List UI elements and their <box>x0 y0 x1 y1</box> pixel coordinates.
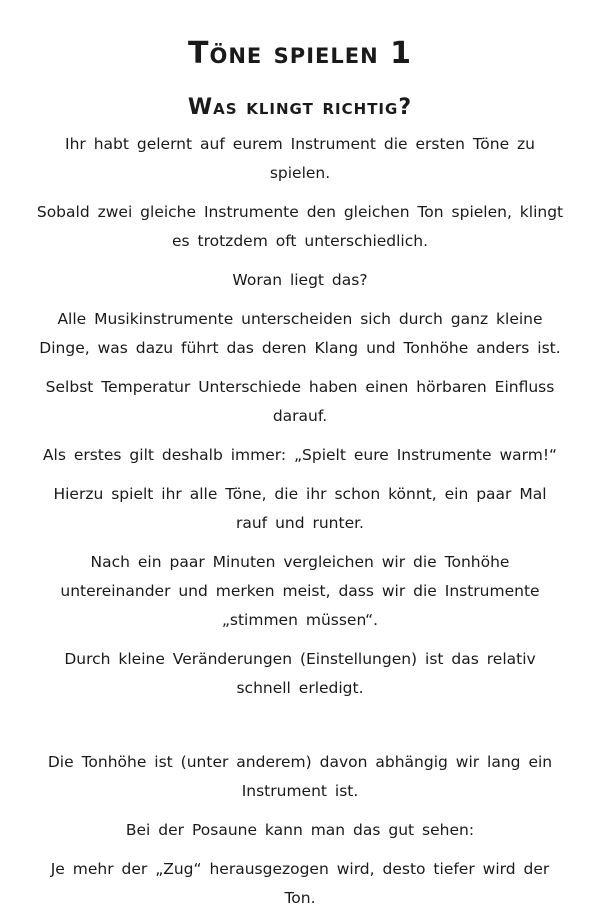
paragraph: Bei der Posaune kann man das gut sehen: <box>125 821 475 839</box>
paragraph: Die Tonhöhe ist (unter anderem) davon abhängig wir lang ein Instrument ist. <box>47 753 553 800</box>
page-title: Töne spielen 1 <box>188 36 412 71</box>
body-text <box>34 130 566 923</box>
paragraph: Ihr habt gelernt auf eurem Instrument die ersten Töne zu spielen. <box>65 135 535 182</box>
paragraph: Sobald zwei gleiche Instrumente den gleichen Ton spielen, klingt es trotzdem oft unterschiedlich. <box>36 203 564 250</box>
paragraph: Durch kleine Veränderungen (Einstellungen) ist das relativ schnell erledigt. <box>64 650 536 697</box>
paragraph: Selbst Temperatur Unterschiede haben einen hörbaren Einfluss darauf. <box>45 378 555 425</box>
page-subtitle: Was klingt richtig? <box>187 95 413 120</box>
paragraph: Woran liegt das? <box>232 271 368 289</box>
section-spacer <box>34 713 566 748</box>
paragraph: Als erstes gilt deshalb immer: „Spielt eure Instrumente warm!“ <box>42 446 558 464</box>
paragraph: Hierzu spielt ihr alle Töne, die ihr schon könnt, ein paar Mal rauf und runter. <box>53 485 547 532</box>
paragraph: Alle Musikinstrumente unterscheiden sich durch ganz kleine Dinge, was dazu führt das deren Klang und Tonhöhe anders ist. <box>39 310 561 357</box>
paragraph: Nach ein paar Minuten vergleichen wir die Tonhöhe untereinander und merken meist, dass wir die Instrumente „stimmen müssen“. <box>60 553 540 629</box>
paragraph: Je mehr der „Zug“ herausgezogen wird, desto tiefer wird der Ton. <box>50 860 550 907</box>
